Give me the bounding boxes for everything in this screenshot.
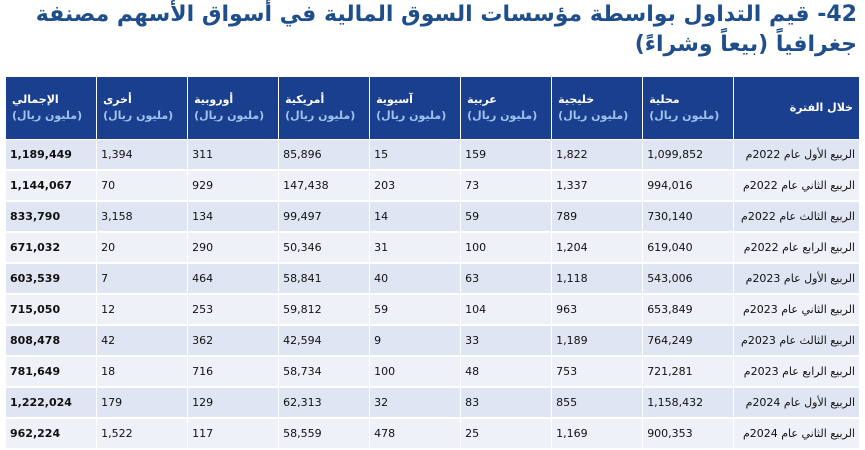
american-cell: 42,594 <box>279 326 369 356</box>
column-header-label: عربية <box>467 93 497 106</box>
european-cell: 362 <box>188 326 278 356</box>
table-row <box>6 295 859 325</box>
column-header-unit: (مليون ريال) <box>376 109 447 122</box>
american-cell: 62,313 <box>279 388 369 418</box>
gulf-cell: 1,189 <box>552 326 642 356</box>
other-cell: 1,394 <box>97 140 187 170</box>
european-cell: 253 <box>188 295 278 325</box>
american-cell: 58,734 <box>279 357 369 387</box>
european-cell: 134 <box>188 202 278 232</box>
column-header-label: خليجية <box>558 93 595 106</box>
local-cell: 653,849 <box>643 295 733 325</box>
trading-values-table <box>5 76 860 450</box>
asian-cell: 40 <box>370 264 460 294</box>
column-header-arab <box>461 77 551 139</box>
column-header-american <box>279 77 369 139</box>
total-cell: 1,222,024 <box>6 388 96 418</box>
gulf-cell: 1,118 <box>552 264 642 294</box>
asian-cell: 32 <box>370 388 460 418</box>
period-cell: الربيع الثالث عام 2023م <box>734 326 859 356</box>
american-cell: 58,841 <box>279 264 369 294</box>
arab-cell: 104 <box>461 295 551 325</box>
column-header-label: أوروبية <box>194 93 234 106</box>
column-header-unit: (مليون ريال) <box>194 109 265 122</box>
arab-cell: 100 <box>461 233 551 263</box>
period-cell: الربيع الثالث عام 2022م <box>734 202 859 232</box>
total-cell: 962,224 <box>6 419 96 449</box>
other-cell: 12 <box>97 295 187 325</box>
column-header-period <box>734 77 859 139</box>
total-cell: 833,790 <box>6 202 96 232</box>
arab-cell: 48 <box>461 357 551 387</box>
gulf-cell: 1,169 <box>552 419 642 449</box>
local-cell: 764,249 <box>643 326 733 356</box>
arab-cell: 73 <box>461 171 551 201</box>
gulf-cell: 753 <box>552 357 642 387</box>
local-cell: 730,140 <box>643 202 733 232</box>
table-row <box>6 388 859 418</box>
arab-cell: 63 <box>461 264 551 294</box>
table-row <box>6 264 859 294</box>
column-header-unit: (مليون ريال) <box>467 109 538 122</box>
other-cell: 70 <box>97 171 187 201</box>
asian-cell: 31 <box>370 233 460 263</box>
american-cell: 50,346 <box>279 233 369 263</box>
period-cell: الربيع الثاني عام 2023م <box>734 295 859 325</box>
american-cell: 147,438 <box>279 171 369 201</box>
gulf-cell: 1,204 <box>552 233 642 263</box>
arab-cell: 159 <box>461 140 551 170</box>
american-cell: 85,896 <box>279 140 369 170</box>
arab-cell: 25 <box>461 419 551 449</box>
gulf-cell: 855 <box>552 388 642 418</box>
other-cell: 42 <box>97 326 187 356</box>
total-cell: 1,189,449 <box>6 140 96 170</box>
column-header-other <box>97 77 187 139</box>
table-header-row <box>6 77 859 139</box>
period-cell: الربيع الرابع عام 2022م <box>734 233 859 263</box>
column-header-unit: (مليون ريال) <box>285 109 356 122</box>
american-cell: 99,497 <box>279 202 369 232</box>
european-cell: 290 <box>188 233 278 263</box>
american-cell: 58,559 <box>279 419 369 449</box>
local-cell: 1,158,432 <box>643 388 733 418</box>
other-cell: 18 <box>97 357 187 387</box>
other-cell: 20 <box>97 233 187 263</box>
other-cell: 7 <box>97 264 187 294</box>
arab-cell: 33 <box>461 326 551 356</box>
period-cell: الربيع الأول عام 2023م <box>734 264 859 294</box>
column-header-gulf <box>552 77 642 139</box>
period-cell: الربيع الرابع عام 2023م <box>734 357 859 387</box>
asian-cell: 100 <box>370 357 460 387</box>
column-header-label: أمريكية <box>285 93 325 106</box>
total-cell: 671,032 <box>6 233 96 263</box>
european-cell: 129 <box>188 388 278 418</box>
column-header-label: الإجمالي <box>12 93 59 106</box>
table-row <box>6 202 859 232</box>
column-header-unit: (مليون ريال) <box>558 109 629 122</box>
european-cell: 311 <box>188 140 278 170</box>
asian-cell: 9 <box>370 326 460 356</box>
column-header-total <box>6 77 96 139</box>
asian-cell: 59 <box>370 295 460 325</box>
total-cell: 715,050 <box>6 295 96 325</box>
column-header-label: آسيوية <box>376 93 413 106</box>
period-cell: الربيع الأول عام 2022م <box>734 140 859 170</box>
local-cell: 543,006 <box>643 264 733 294</box>
total-cell: 808,478 <box>6 326 96 356</box>
column-header-label: خلال الفترة <box>789 101 853 114</box>
table-row <box>6 140 859 170</box>
gulf-cell: 1,337 <box>552 171 642 201</box>
column-header-unit: (مليون ريال) <box>649 109 720 122</box>
column-header-unit: (مليون ريال) <box>12 109 83 122</box>
asian-cell: 203 <box>370 171 460 201</box>
column-header-label: محلية <box>649 93 680 106</box>
local-cell: 721,281 <box>643 357 733 387</box>
other-cell: 1,522 <box>97 419 187 449</box>
column-header-unit: (مليون ريال) <box>103 109 174 122</box>
gulf-cell: 963 <box>552 295 642 325</box>
gulf-cell: 789 <box>552 202 642 232</box>
local-cell: 900,353 <box>643 419 733 449</box>
asian-cell: 14 <box>370 202 460 232</box>
table-row <box>6 357 859 387</box>
european-cell: 716 <box>188 357 278 387</box>
american-cell: 59,812 <box>279 295 369 325</box>
period-cell: الربيع الثاني عام 2024م <box>734 419 859 449</box>
arab-cell: 59 <box>461 202 551 232</box>
total-cell: 1,144,067 <box>6 171 96 201</box>
period-cell: الربيع الأول عام 2024م <box>734 388 859 418</box>
column-header-asian <box>370 77 460 139</box>
local-cell: 1,099,852 <box>643 140 733 170</box>
table-row <box>6 419 859 449</box>
total-cell: 781,649 <box>6 357 96 387</box>
asian-cell: 478 <box>370 419 460 449</box>
total-cell: 603,539 <box>6 264 96 294</box>
asian-cell: 15 <box>370 140 460 170</box>
other-cell: 3,158 <box>97 202 187 232</box>
period-cell: الربيع الثاني عام 2022م <box>734 171 859 201</box>
column-header-label: أخرى <box>103 93 132 106</box>
european-cell: 929 <box>188 171 278 201</box>
other-cell: 179 <box>97 388 187 418</box>
column-header-european <box>188 77 278 139</box>
european-cell: 117 <box>188 419 278 449</box>
page-title: 42- قيم التداول بواسطة مؤسسات السوق المالية في أسواق الأسهم مصنفة جغرافياً (بيعاً وشراءً) <box>35 2 857 57</box>
table-row <box>6 233 859 263</box>
european-cell: 464 <box>188 264 278 294</box>
local-cell: 619,040 <box>643 233 733 263</box>
table-row <box>6 171 859 201</box>
arab-cell: 83 <box>461 388 551 418</box>
local-cell: 994,016 <box>643 171 733 201</box>
gulf-cell: 1,822 <box>552 140 642 170</box>
table-row <box>6 326 859 356</box>
column-header-local <box>643 77 733 139</box>
